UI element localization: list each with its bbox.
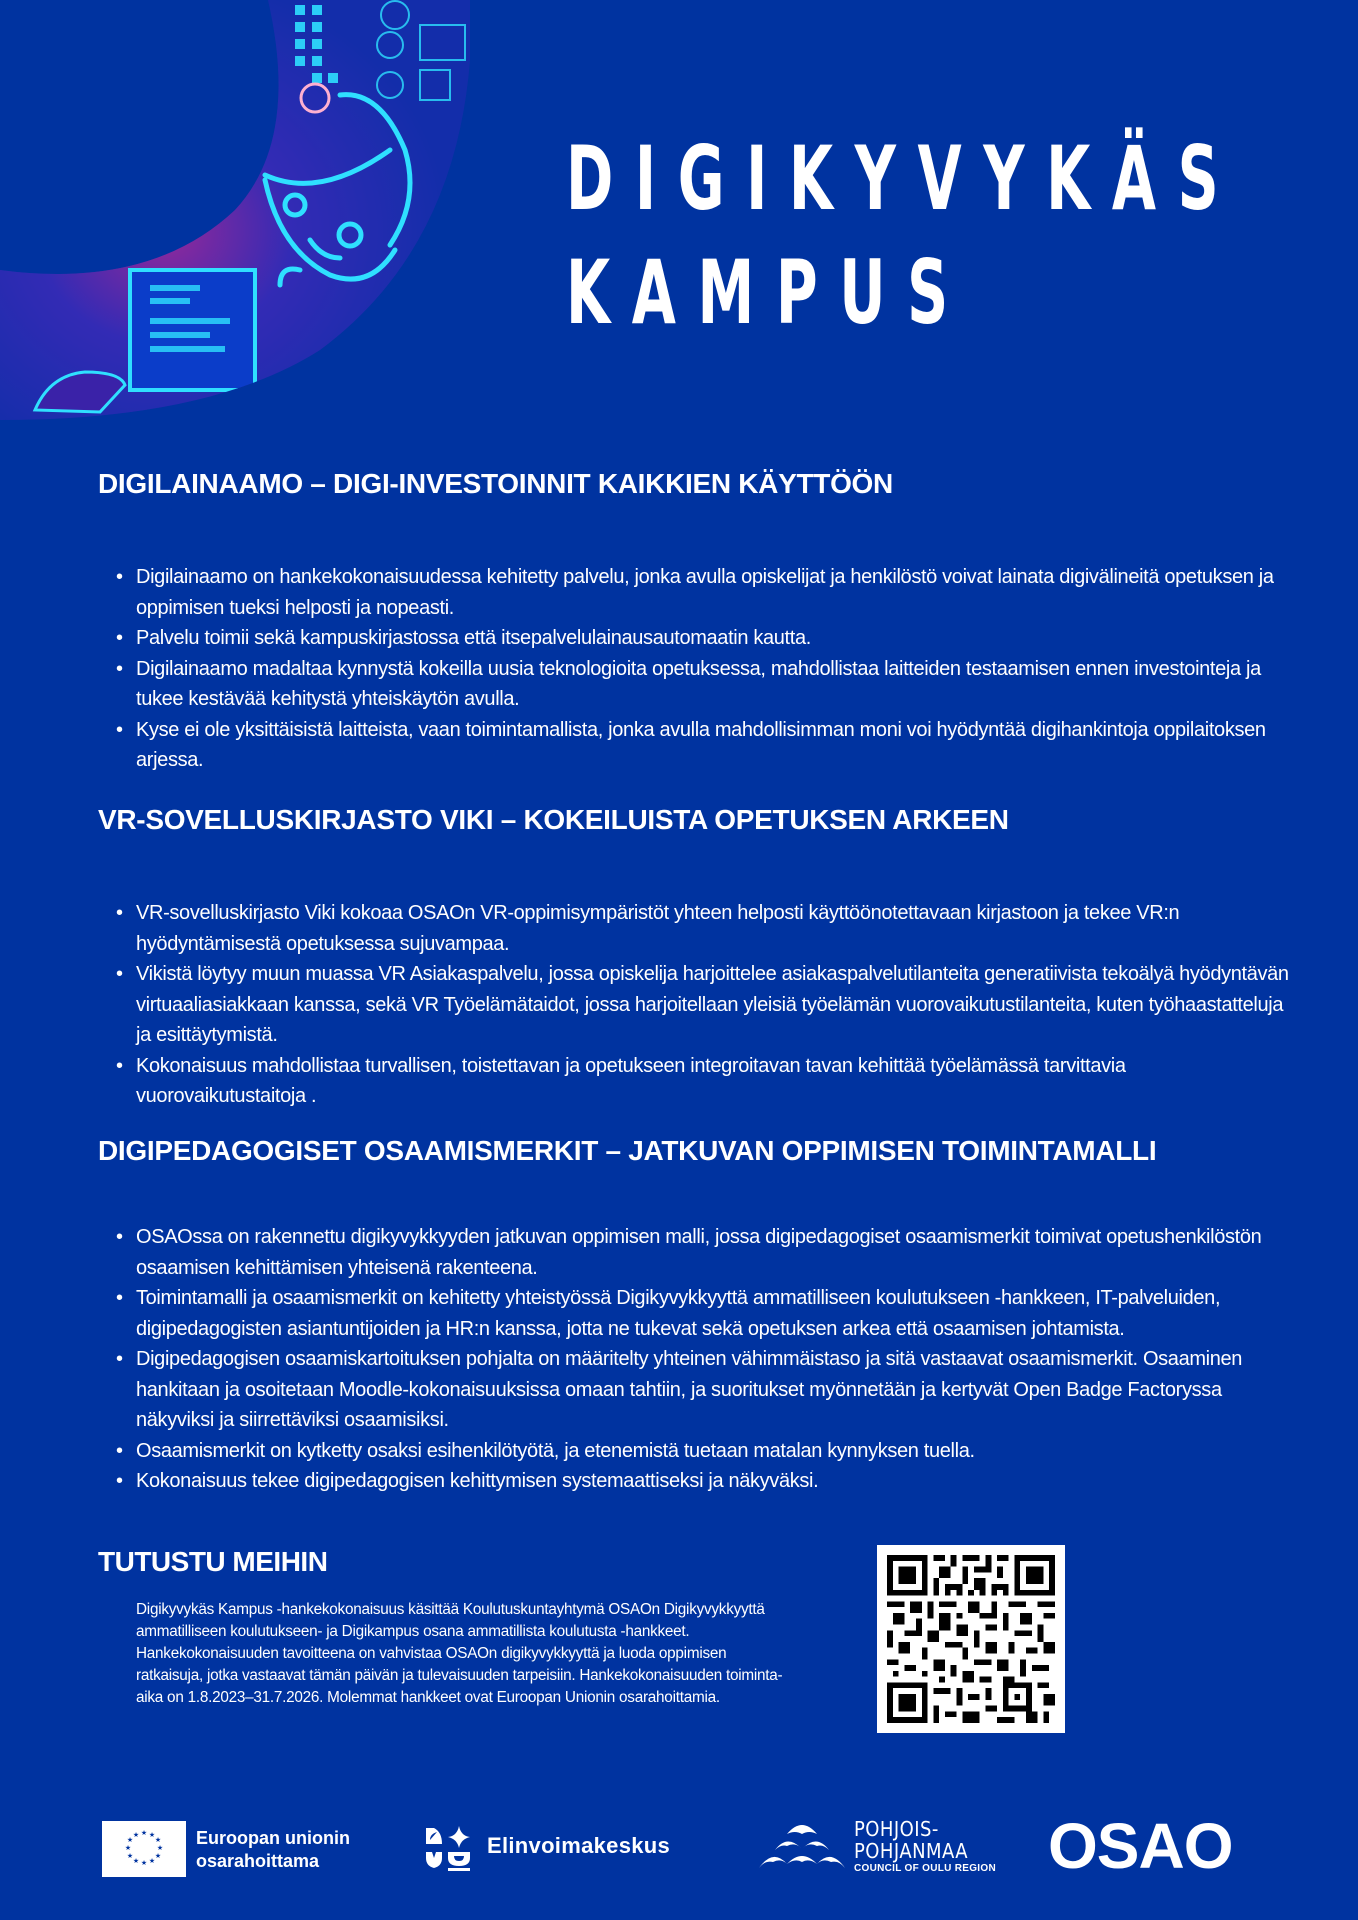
svg-text:★: ★ <box>156 1844 164 1852</box>
eu-funding-logo <box>196 1827 350 1873</box>
eu-text-line-1: Euroopan unionin <box>196 1828 350 1848</box>
svg-text:★: ★ <box>148 1857 156 1865</box>
pp-line-1: POHJOIS- <box>854 1817 939 1841</box>
bullet-list <box>98 898 1298 1112</box>
section-badges <box>98 1134 1298 1497</box>
section-heading: VR-SOVELLUSKIRJASTO VIKI – KOKEILUISTA OPETUKSEN ARKEEN <box>98 804 1009 835</box>
about-text: Digikyvykäs Kampus -hankekokonaisuus käsittää Koulutuskuntayhtymä OSAOn Digikyvykkyyttä ammatilliseen koulutukseen- ja Digikampus osana ammatillista koulutusta -hankkeet. Hankekokonaisuuden tavoitteena on vahvistaa OSAOn digikyvykkyyttä ja luoda oppimisen ratkaisuja, jotka vastaavat tämän päivän ja tulevaisuuden tarpeisiin. Hankekokonaisuuden toiminta-aika on 1.8.2023–31.7.2026. Molemmat hankkeet ovat Euroopan Unionin osarahoittamia. <box>136 1601 783 1706</box>
page-title <box>566 122 1240 350</box>
list-item: • Vikistä löytyy muun muassa VR Asiakaspalvelu, jossa opiskelija harjoittelee asiakaspalvelutilanteita generatiivista tekoälyä hyödyntävän virtuaaliasiakkaan kanssa, sekä VR Työelämätaidot, jossa harjoitellaan yleisiä työelämän vuorovaikutustilanteita, kuten työhaastatteluja ja esittäytymistä. <box>98 959 1298 1051</box>
title-line-1: DIGIKYVYKÄS <box>566 127 1241 230</box>
svg-text:★: ★ <box>132 1831 140 1839</box>
title-line-2: KAMPUS <box>566 241 970 344</box>
pohjois-pohjanmaa-logo <box>854 1818 996 1876</box>
section-vr-library <box>98 803 1298 1112</box>
section-digilainaamo <box>98 467 1298 776</box>
pohjois-pohjanmaa-icon <box>757 1820 847 1876</box>
svg-text:★: ★ <box>154 1852 162 1860</box>
list-item: • Palvelu toimii sekä kampuskirjastossa että itsepalvelulainausautomaatin kautta. <box>98 623 1298 654</box>
list-item: • Kokonaisuus tekee digipedagogisen kehittymisen systemaattiseksi ja näkyväksi. <box>98 1466 1298 1497</box>
bullet-list <box>98 1222 1298 1497</box>
list-item: • Digilainaamo on hankekokonaisuudessa kehitetty palvelu, jonka avulla opiskelijat ja henkilöstö voivat lainata digivälineitä opetuksen ja oppimisen tueksi helposti ja nopeasti. <box>98 562 1298 623</box>
qr-code[interactable] <box>877 1545 1065 1733</box>
svg-text:★: ★ <box>124 1844 132 1852</box>
svg-text:★: ★ <box>148 1831 156 1839</box>
svg-text:★: ★ <box>126 1836 134 1844</box>
list-item: • Kokonaisuus mahdollistaa turvallisen, toistettavan ja opetukseen integroitavan tavan kehittää työelämässä tarvittavia vuorovaikutustaitoja . <box>98 1051 1298 1112</box>
elinvoimakeskus-logo: Elinvoimakeskus <box>487 1833 671 1858</box>
eu-flag-icon <box>102 1821 186 1877</box>
list-item: • Toimintamalli ja osaamismerkit on kehitetty yhteistyössä Digikyvykkyyttä ammatilliseen koulutukseen -hankkeen, IT-palveluiden, digipedagogisten asiantuntijoiden ja HR:n kanssa, jotta ne tukevat sekä opetuksen arkea että osaamisen johtamista. <box>98 1283 1298 1344</box>
svg-text:★: ★ <box>140 1829 148 1837</box>
list-item: • Digilainaamo madaltaa kynnystä kokeilla uusia teknologioita opetuksessa, mahdollistaa laitteiden testaamisen ennen investointeja ja tukee kestävää kehitystä yhteiskäytön avulla. <box>98 654 1298 715</box>
osao-logo: OSAO <box>1048 1810 1233 1882</box>
svg-text:★: ★ <box>154 1836 162 1844</box>
svg-text:★: ★ <box>126 1852 134 1860</box>
elinvoimakeskus-icon <box>424 1824 472 1872</box>
list-item: • OSAOssa on rakennettu digikyvykkyyden jatkuvan oppimisen malli, jossa digipedagogiset osaamismerkit toimivat opetushenkilöstön osaamisen kehittämisen yhteisenä rakenteena. <box>98 1222 1298 1283</box>
list-item: • Osaamismerkit on kytketty osaksi esihenkilötyötä, ja etenemistä tuetaan matalan kynnyksen tuella. <box>98 1436 1298 1467</box>
about-section <box>98 1545 798 1709</box>
bullet-list <box>98 562 1298 776</box>
pp-line-2: POHJANMAA <box>854 1839 969 1863</box>
hero-illustration <box>0 0 470 420</box>
pp-line-3: COUNCIL OF OULU REGION <box>854 1863 996 1874</box>
list-item: • VR-sovelluskirjasto Viki kokoaa OSAOn VR-oppimisympäristöt yhteen helposti käyttöönotettavaan kirjastoon ja tekee VR:n hyödyntämisestä opetuksessa sujuvampaa. <box>98 898 1298 959</box>
about-heading: TUTUSTU MEIHIN <box>98 1546 328 1577</box>
svg-text:★: ★ <box>140 1859 148 1867</box>
eu-text-line-2: osarahoittama <box>196 1851 320 1871</box>
list-item: • Kyse ei ole yksittäisistä laitteista, vaan toimintamallista, jonka avulla mahdollisimman moni voi hyödyntää digihankintoja oppilaitoksen arjessa. <box>98 715 1298 776</box>
svg-text:★: ★ <box>132 1857 140 1865</box>
qr-code-icon <box>887 1555 1055 1723</box>
section-heading: DIGIPEDAGOGISET OSAAMISMERKIT – JATKUVAN OPPIMISEN TOIMINTAMALLI <box>98 1135 1157 1166</box>
list-item: • Digipedagogisen osaamiskartoituksen pohjalta on määritelty yhteinen vähimmäistaso ja sitä vastaavat osaamismerkit. Osaaminen hankitaan ja osoitetaan Moodle-kokonaisuuksissa omaan tahtiin, ja suoritukset myönnetään ja kertyvät Open Badge Factoryssa näkyviksi ja siirrettäviksi osaamisiksi. <box>98 1344 1298 1436</box>
partner-logos <box>0 1800 1358 1890</box>
section-heading: DIGILAINAAMO – DIGI-INVESTOINNIT KAIKKIEN KÄYTTÖÖN <box>98 468 893 499</box>
